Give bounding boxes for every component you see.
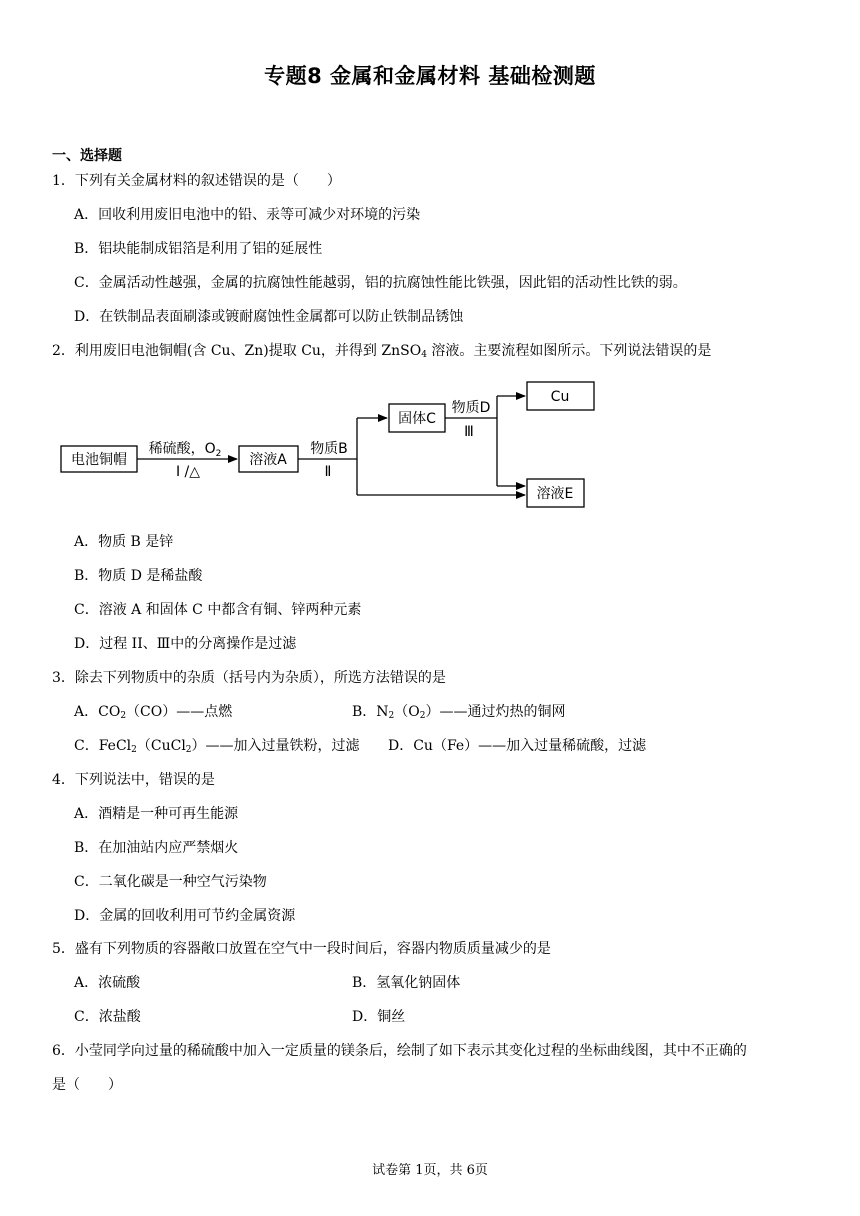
page-footer: 试卷第 1页，共 6页 — [372, 1163, 488, 1178]
box-solution-a-label: 溶液A — [249, 452, 287, 468]
question-1-option-d: D．在铁制品表面刷漆或镀耐腐蚀性金属都可以防止铁制品锈蚀 — [74, 309, 464, 325]
question-5-option-a: A．浓硫酸 — [74, 975, 141, 991]
arrow-1-bottom-label: I /△ — [175, 464, 201, 480]
question-5-option-d: D．铜丝 — [352, 1009, 406, 1025]
section-heading: 一、选择题 — [52, 148, 122, 164]
page-title: 专题8 金属和金属材料 基础检测题 — [264, 64, 596, 88]
question-6-stem-line-2: 是（ ） — [52, 1077, 122, 1093]
question-4-option-d: D．金属的回收利用可节约金属资源 — [74, 908, 296, 924]
question-3-option-c: C．FeCl$_2$（CuCl$_2$）——加入过量铁粉，过滤 — [74, 738, 360, 755]
question-3-option-a: A．$CO_2(CO)——$点燃 — [74, 704, 233, 721]
question-3-option-b: B．$N_2(O_2)——$通过灼热的铜网 — [352, 704, 566, 721]
question-3-stem: 3．除去下列物质中的杂质（括号内为杂质），所选方法错误的是 — [52, 670, 446, 686]
question-4-option-b: B．在加油站内应严禁烟火 — [74, 840, 239, 856]
question-5-option-b: B．氢氧化钠固体 — [352, 975, 461, 991]
question-1-option-b: B．铝块能制成铝箔是利用了铝的延展性 — [74, 241, 323, 257]
question-5-option-c: C．浓盐酸 — [74, 1009, 141, 1025]
question-1-stem: 1．下列有关金属材料的叙述错误的是（ ） — [52, 173, 341, 189]
question-1-option-c: C．金属活动性越强，金属的抗腐蚀性能越弱，铝的抗腐蚀性能比铁强，因此铝的活动性比铁的弱。 — [74, 275, 687, 291]
question-4-stem: 4．下列说法中，错误的是 — [52, 772, 215, 788]
question-6-stem-line-1: 6．小莹同学向过量的稀硫酸中加入一定质量的镁条后，绘制了如下表示其变化过程的坐标曲线图，其中不正确的 — [52, 1043, 747, 1059]
arrow-3-top-label: 物质D — [451, 400, 491, 416]
box-solid-c-label: 固体C — [398, 411, 436, 427]
box-battery-cap-label: 电池铜帽 — [71, 452, 127, 468]
question-3-option-d: D．Cu（Fe）——加入过量稀硫酸，过滤 — [388, 738, 647, 754]
flow-diagram — [0, 0, 860, 520]
question-2-option-a: A．物质 B 是锌 — [74, 534, 174, 550]
question-2-option-c: C．溶液 A 和固体 C 中都含有铜、锌两种元素 — [74, 602, 362, 618]
question-4-option-c: C．二氧化碳是一种空气污染物 — [74, 874, 267, 890]
box-solution-e-label: 溶液E — [536, 486, 574, 502]
question-2-option-b: B．物质 D 是稀盐酸 — [74, 568, 203, 584]
arrow-1-top-label: 稀硫酸，$O_2$ — [148, 441, 222, 459]
question-4-option-a: A．酒精是一种可再生能源 — [74, 806, 239, 822]
question-1-option-a: A．回收利用废旧电池中的铅、汞等可减少对环境的污染 — [74, 207, 421, 223]
arrow-3-bottom-label: Ⅲ — [464, 424, 474, 440]
question-5-stem: 5．盛有下列物质的容器敞口放置在空气中一段时间后，容器内物质质量减少的是 — [52, 941, 551, 957]
box-cu-label: Cu — [550, 389, 570, 405]
arrow-2-top-label: 物质B — [310, 441, 348, 457]
question-2-stem: 2．利用废旧电池铜帽(含 Cu、Zn)提取 Cu，并得到 ZnSO$_4$ 溶液。主要流程如图所示。下列说法错误的是 — [52, 343, 712, 360]
arrow-2-bottom-label: Ⅱ — [324, 464, 332, 480]
question-2-option-d: D．过程 II、Ⅲ中的分离操作是过滤 — [74, 636, 297, 652]
